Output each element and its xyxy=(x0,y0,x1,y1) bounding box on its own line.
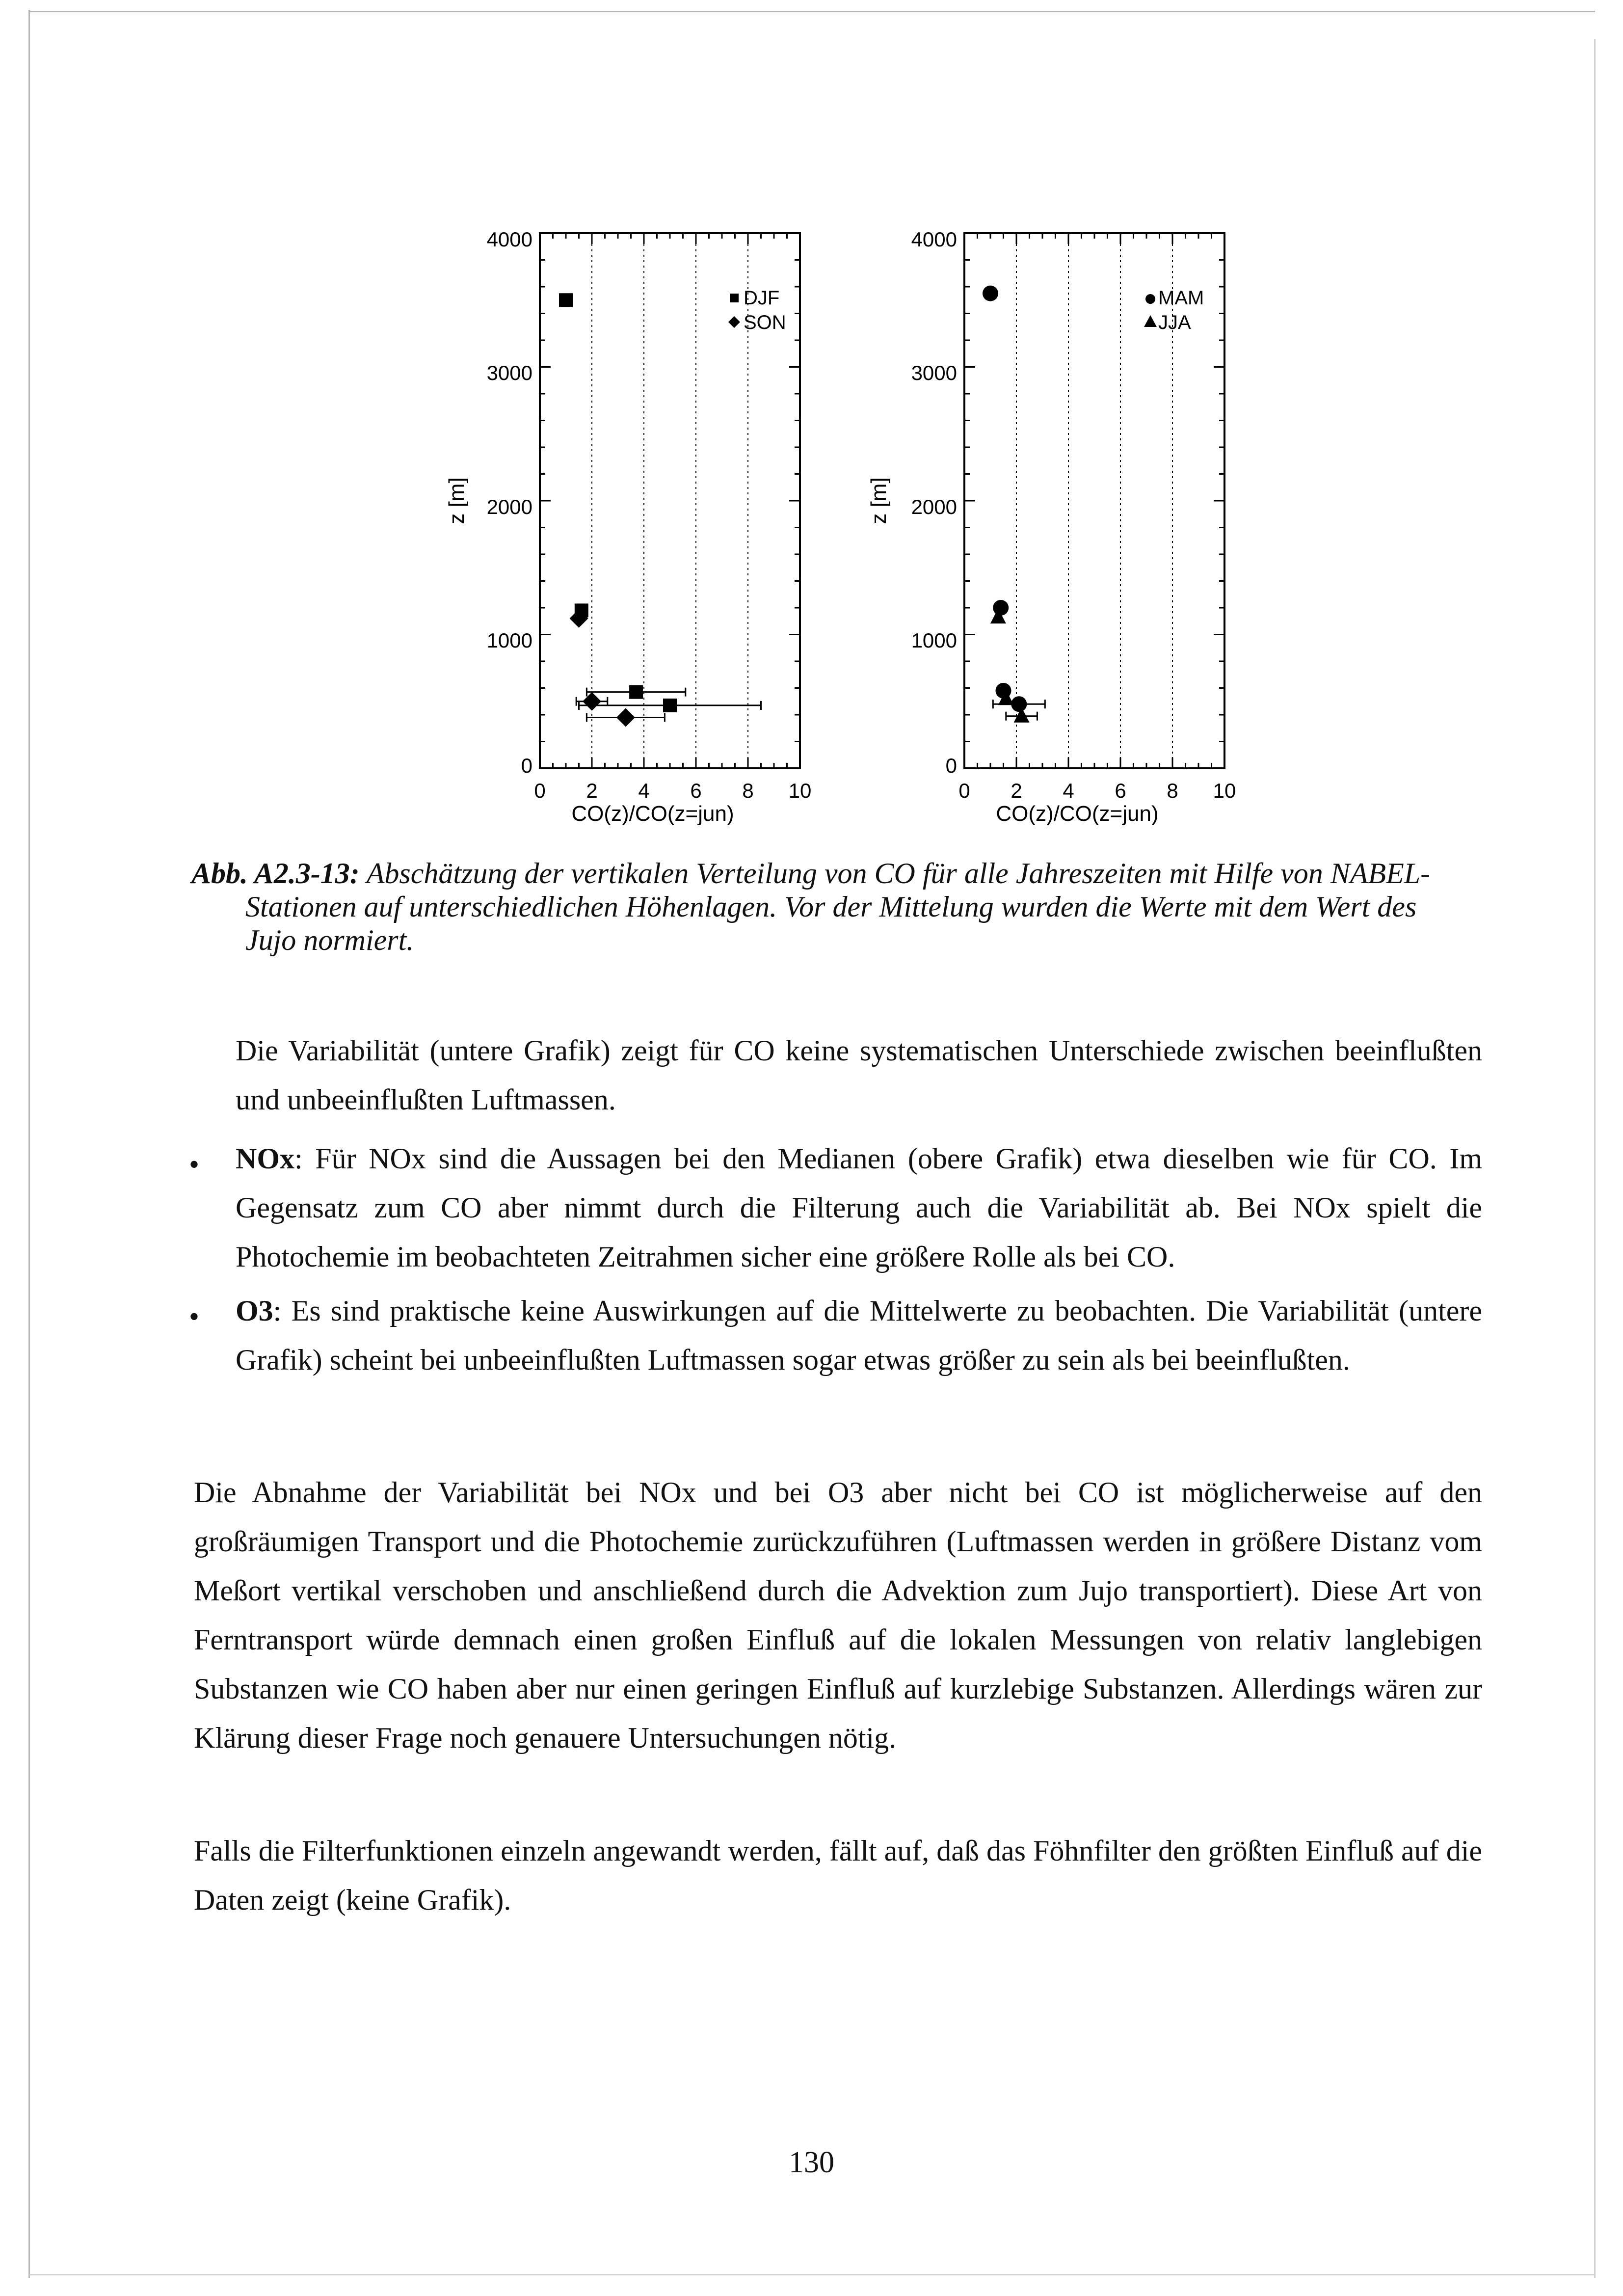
page-number: 130 xyxy=(789,2146,834,2179)
chart-right-gridlines xyxy=(1016,233,1172,768)
chart-left-ytick-label: 3000 xyxy=(486,361,532,384)
chart-right-xaxis-label: CO(z)/CO(z=jun) xyxy=(996,802,1159,826)
chart-left-ytick-label: 2000 xyxy=(486,495,532,518)
scan-border-bottom xyxy=(29,2274,1595,2275)
chart-right-ytick-label: 2000 xyxy=(911,495,957,518)
chart-left-xtick-label: 6 xyxy=(690,779,702,802)
chart-left-ytick-label: 4000 xyxy=(486,228,532,251)
figure-caption xyxy=(191,857,1487,957)
chart-left-gridlines xyxy=(592,233,748,768)
legend-square-icon xyxy=(730,294,739,302)
chart-right-ytick-label: 3000 xyxy=(911,361,957,384)
caption-text-3: Jujo normiert. xyxy=(245,924,414,956)
chart-left-ytick-label: 1000 xyxy=(486,629,532,652)
chart-right-legend-label-mam: MAM xyxy=(1158,287,1204,309)
caption-text-1: Abschätzung der vertikalen Verteilung von CO für alle Jahreszeiten mit Hilfe von NABEL- xyxy=(366,857,1431,890)
caption-line-2 xyxy=(191,890,1487,923)
chart-right-xtick-label: 2 xyxy=(1011,779,1022,802)
chart-left xyxy=(445,228,811,826)
paragraph-variability-co: Die Variabilität (untere Grafik) zeigt für CO keine systematischen Unterschiede zwischen beeinflußten und unbeeinflußten Luftmassen. xyxy=(236,1034,1482,1116)
chart-left-legend-label-djf: DJF xyxy=(744,287,780,309)
chart-right-ytick-label: 0 xyxy=(945,754,957,777)
legend-diamond-icon xyxy=(728,316,740,328)
chart-right-xtick-label: 0 xyxy=(958,779,970,802)
paragraph-o3 xyxy=(236,1286,1482,1384)
chart-right-xtick-label: 10 xyxy=(1213,779,1236,802)
chart-right-ytick-label: 4000 xyxy=(911,228,957,251)
chart-right-ytick-label: 1000 xyxy=(911,629,957,652)
o3-text: : Es sind praktische keine Auswirkungen auf die Mittelwerte zu beobachten. Die Variabilität (untere Grafik) scheint bei unbeeinflußten Luftmassen sogar etwas größer zu sein als bei beeinflußten. xyxy=(236,1295,1482,1376)
figure-charts xyxy=(0,0,1623,859)
data-point-mam xyxy=(983,286,998,301)
chart-right-legend-label-jja: JJA xyxy=(1158,312,1191,333)
data-point-djf xyxy=(559,293,573,307)
data-point-djf xyxy=(629,685,643,699)
chart-right-xtick-label: 8 xyxy=(1167,779,1178,802)
data-point-son xyxy=(616,708,635,727)
chart-left-xaxis-label: CO(z)/CO(z=jun) xyxy=(571,802,734,826)
legend-circle-icon xyxy=(1145,294,1155,304)
data-point-mam xyxy=(993,600,1009,616)
chart-left-xtick-label: 8 xyxy=(742,779,754,802)
chart-left-marks xyxy=(559,293,761,727)
chart-right-xtick-label: 6 xyxy=(1115,779,1126,802)
chart-right xyxy=(867,228,1236,826)
chart-left-xtick-label: 4 xyxy=(638,779,650,802)
o3-heading: O3 xyxy=(236,1295,273,1327)
caption-text-2: Stationen auf unterschiedlichen Höhenlagen. Vor der Mittelung wurden die Werte mit dem Wert des xyxy=(245,891,1417,923)
caption-line-3 xyxy=(191,923,1487,957)
bullet-o3-icon: • xyxy=(189,1300,200,1333)
chart-right-legend xyxy=(1144,287,1204,333)
nox-text: : Für NOx sind die Aussagen bei den Medianen (obere Grafik) etwa dieselben wie für CO. Im Gegensatz zum CO aber nimmt durch die Filterung auch die Variabilität ab. Bei NOx spielt die Photochemie im beobachteten Zeitrahmen sicher eine größere Rolle als bei CO. xyxy=(236,1142,1482,1273)
chart-right-marks xyxy=(983,286,1045,723)
data-point-djf xyxy=(663,699,677,712)
chart-left-yaxis-label: z [m] xyxy=(445,477,469,524)
chart-left-xtick-label: 0 xyxy=(534,779,546,802)
nox-heading: NOx xyxy=(236,1142,294,1175)
caption-line-1 xyxy=(191,857,1487,890)
paragraph-variability-decrease: Die Abnahme der Variabilität bei NOx und bei O3 aber nicht bei CO ist möglicherweise auf den großräumigen Transport und die Photochemie zurückzuführen (Luftmassen werden in größere Distanz vom Meßort vertikal verschoben und anschließend durch die Advektion zum Jujo transportiert). Diese Art von Ferntransport würde demnach einen großen Einfluß auf die lokalen Messungen von relativ langlebigen Substanzen wie CO haben aber nur einen geringen Einfluß auf kurzlebige Substanzen. Allerdings wären zur Klärung dieser Frage noch genauere Untersuchungen nötig. xyxy=(194,1476,1482,1754)
chart-right-yaxis-label: z [m] xyxy=(867,477,891,524)
paragraph-nox xyxy=(236,1134,1482,1281)
chart-left-ytick-label: 0 xyxy=(521,754,532,777)
chart-left-legend xyxy=(728,287,786,333)
chart-left-xtick-label: 10 xyxy=(788,779,812,802)
chart-left-legend-label-son: SON xyxy=(744,312,786,333)
bullet-nox-icon: • xyxy=(189,1148,200,1181)
chart-left-xtick-label: 2 xyxy=(586,779,598,802)
paragraph-filter-functions: Falls die Filterfunktionen einzeln angewandt werden, fällt auf, daß das Föhnfilter den größten Einfluß auf die Daten zeigt (keine Grafik). xyxy=(194,1835,1482,1916)
data-point-mam xyxy=(1011,696,1027,712)
legend-triangle-icon xyxy=(1144,315,1157,327)
data-point-son xyxy=(583,692,601,711)
caption-label: Abb. A2.3-13: xyxy=(191,857,360,890)
chart-right-xtick-label: 4 xyxy=(1063,779,1074,802)
